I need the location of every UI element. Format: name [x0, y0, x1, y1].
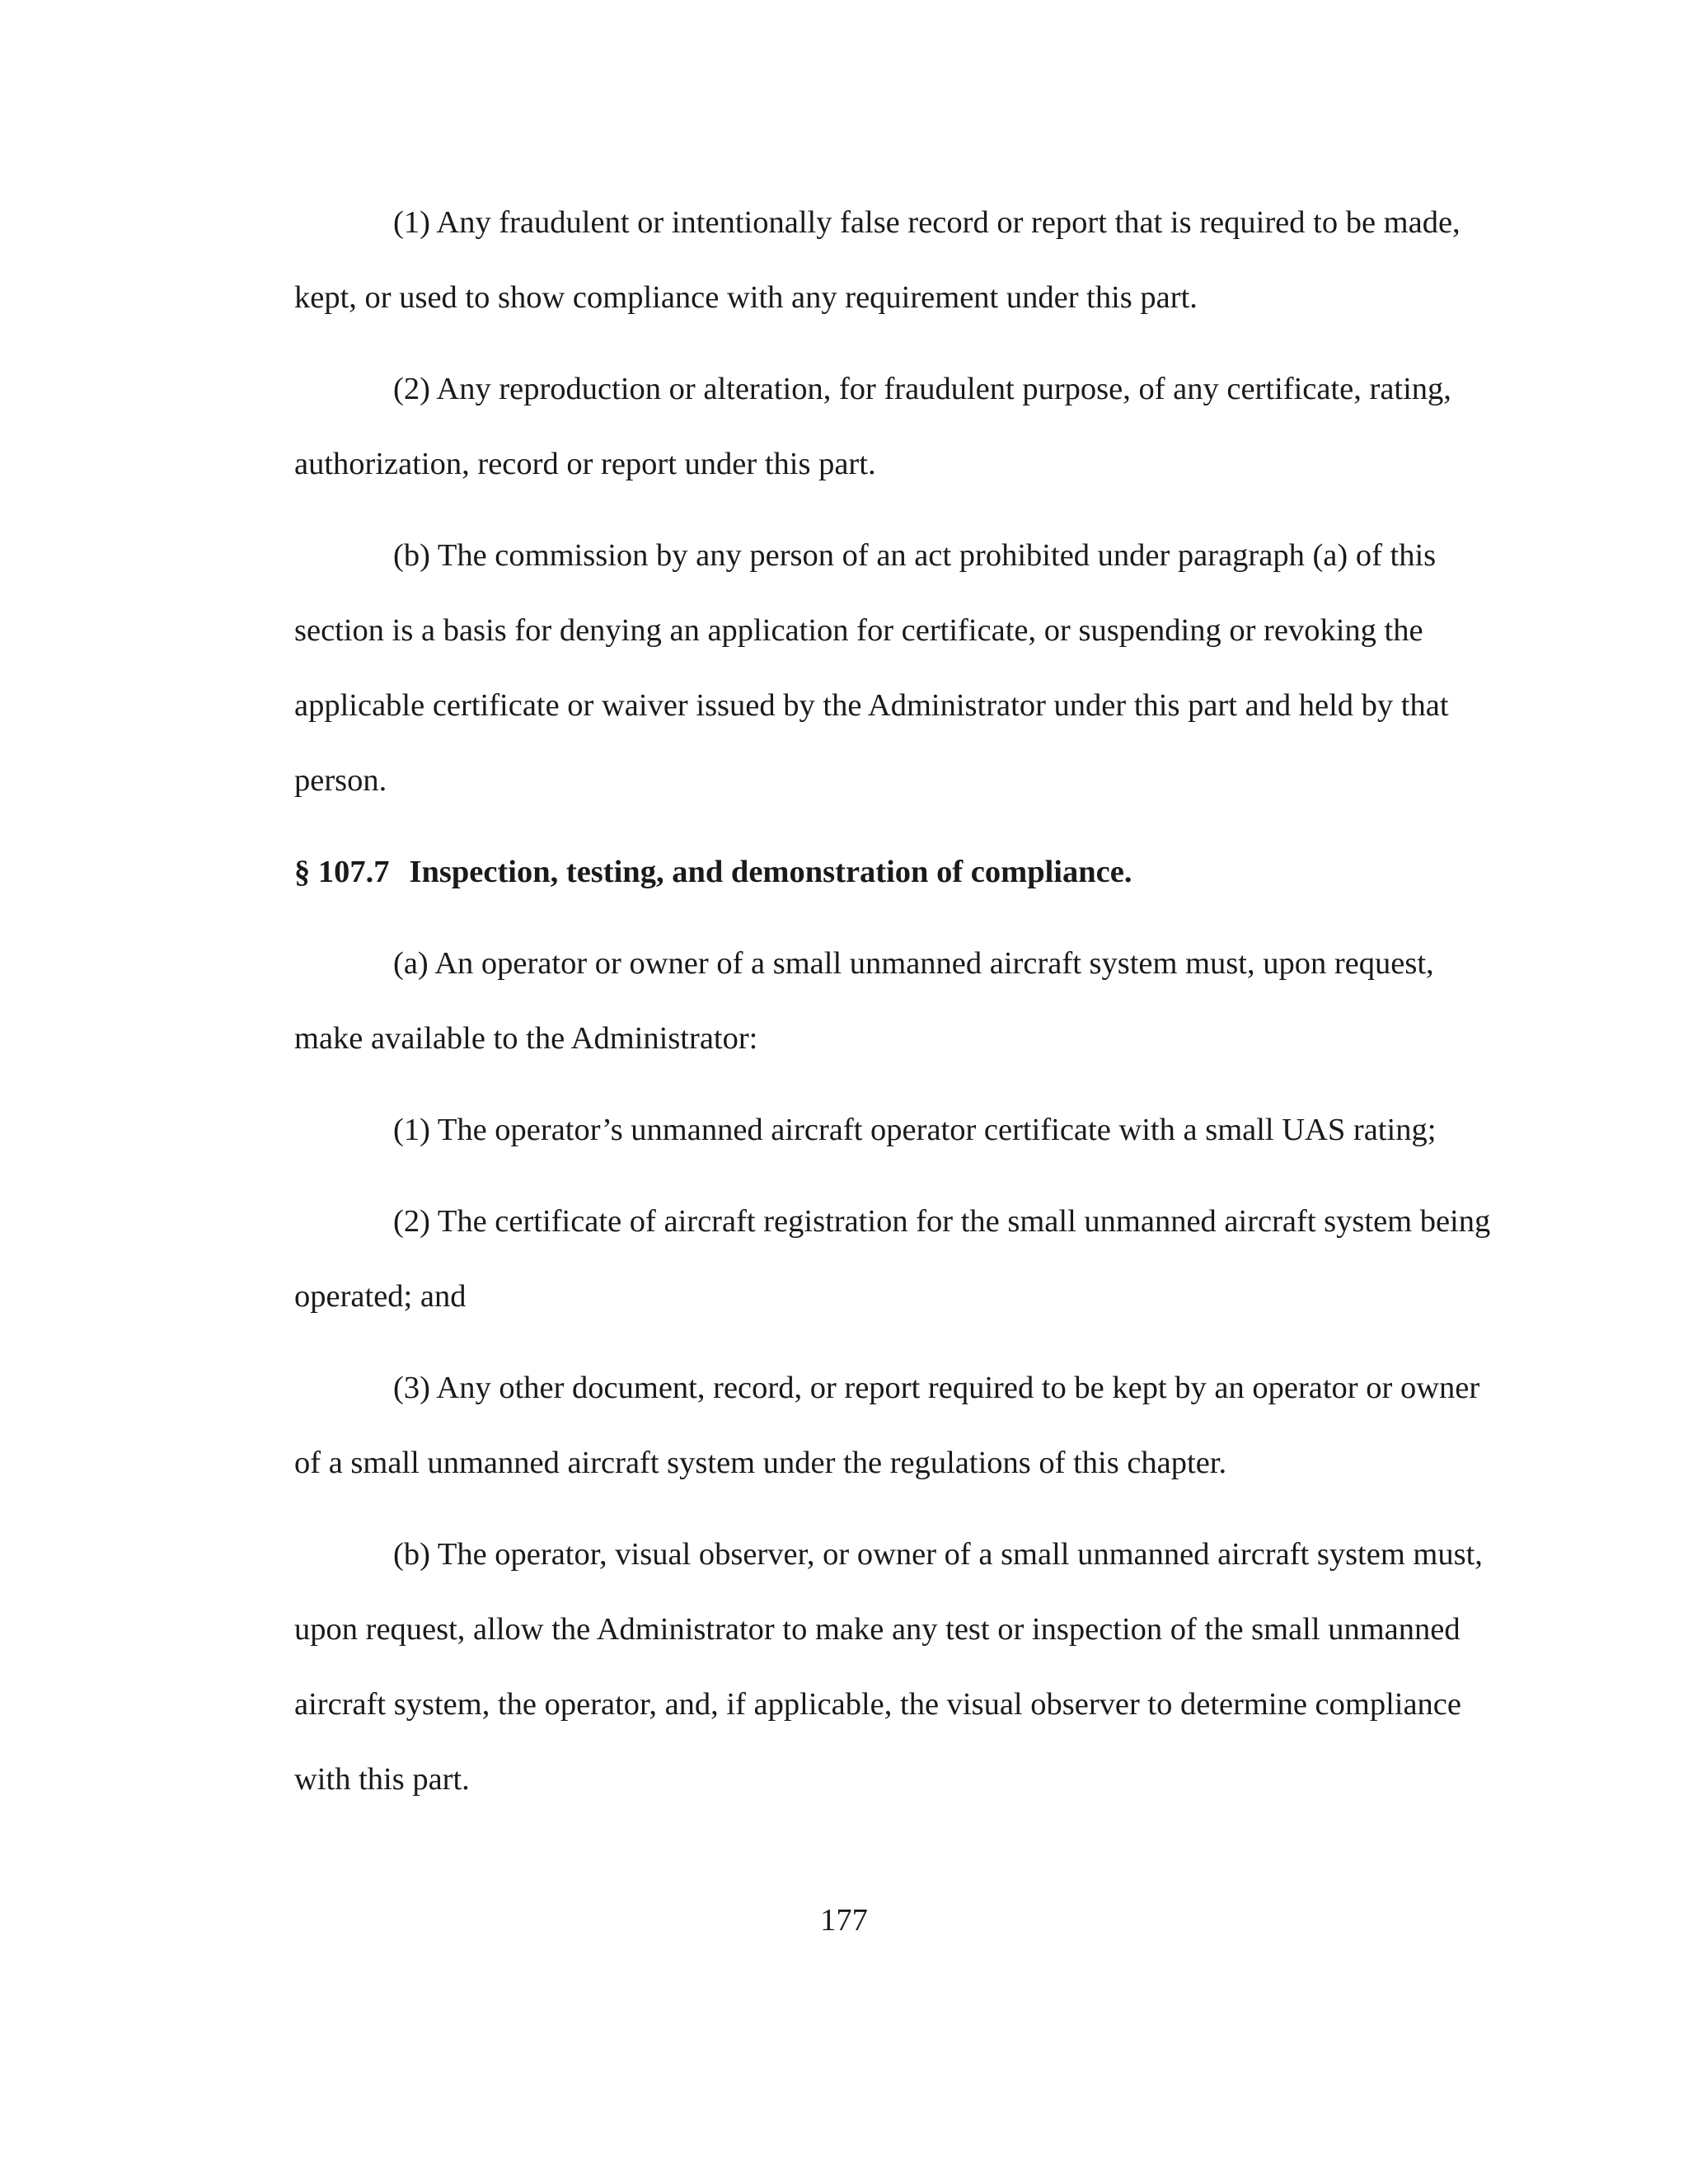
paragraph-a1-fraudulent-record: (1) Any fraudulent or intentionally false record or report that is required to be made, kept, or used to show compliance with any requirement under this part. — [294, 205, 1461, 315]
paragraph-a2-reproduction: (2) Any reproduction or alteration, for fraudulent purpose, of any certificate, rating, authorization, record or report under this part. — [294, 372, 1451, 481]
section-heading — [294, 835, 1498, 910]
paragraph-2-registration-certificate: (2) The certificate of aircraft registration for the small unmanned aircraft system being operated; and — [294, 1204, 1491, 1314]
page-body — [294, 185, 1498, 1834]
section-title: Inspection, testing, and demonstration of compliance. — [409, 855, 1132, 889]
paragraph-3-other-documents: (3) Any other document, record, or report required to be kept by an operator or owner of a small unmanned aircraft system under the regulations of this chapter. — [294, 1371, 1480, 1480]
paragraph-a-make-available: (a) An operator or owner of a small unmanned aircraft system must, upon request, make available to the Administrator: — [294, 946, 1434, 1056]
page-number: 177 — [820, 1903, 868, 1938]
section-number: § 107.7 — [294, 855, 390, 889]
paragraph-b-test-inspection: (b) The operator, visual observer, or owner of a small unmanned aircraft system must, upon request, allow the Administrator to make any test or inspection of the small unmanned aircraft system, the operator, and, if applicable, the visual observer to determine compliance with this part. — [294, 1537, 1483, 1797]
paragraph-1-operator-certificate: (1) The operator’s unmanned aircraft operator certificate with a small UAS rating; — [393, 1113, 1437, 1147]
paragraph-b-commission: (b) The commission by any person of an act prohibited under paragraph (a) of this section is a basis for denying an application for certificate, or suspending or revoking the applicable certificate or waiver issued by the Administrator under this part and held by that person. — [294, 538, 1449, 798]
